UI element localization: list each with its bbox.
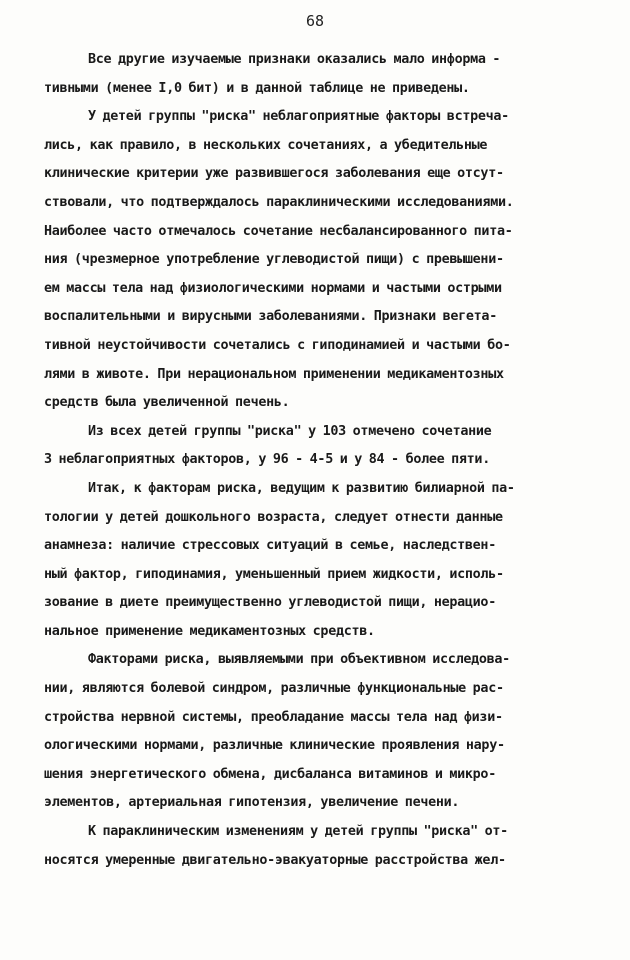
text-line: элементов, артериальная гипотензия, увеличение печени. [44,795,460,811]
text-line: Из всех детей группы "риска" у 103 отмечено сочетание [88,423,492,439]
text-line: лями в животе. При нерациональном применении медикаментозных [44,366,504,382]
text-line: анамнеза: наличие стрессовых ситуаций в семье, наследствен- [44,538,496,554]
paragraph [44,103,589,418]
text-line: нальное применение медикаментозных средств. [44,623,375,639]
text-line: Итак, к факторам риска, ведущим к развитию билиарной па- [88,480,515,496]
text-line: ния (чрезмерное употребление углеводистой пищи) с превышени- [44,252,504,268]
text-line: Факторами риска, выявляемыми при объективном исследова- [88,652,510,668]
text-line: тивными (менее I,0 бит) и в данной таблице не приведены. [44,80,470,96]
text-line: ный фактор, гиподинамия, уменьшенный прием жидкости, исполь- [44,566,504,582]
text-line: носятся умеренные двигательно-эвакуаторные расстройства жел- [44,852,506,868]
text-line: ологическими нормами, различные клинические проявления нару- [44,738,505,754]
text-line: ствовали, что подтверждалось параклиническими исследованиями. [44,194,514,210]
text-line: средств была увеличенной печень. [44,395,290,411]
text-line: зование в диете преимущественно углеводистой пищи, нерацио- [44,595,496,611]
text-line: тологии у детей дошкольного возраста, следует отнести данные [44,509,503,525]
paragraph [44,46,589,103]
paragraph [44,646,589,818]
text-line: лись, как правило, в нескольких сочетаниях, а убедительные [44,137,488,153]
text-line: 3 неблагоприятных факторов, у 96 - 4-5 и у 84 - более пяти. [44,452,490,468]
text-line: ем массы тела над физиологическими нормами и частыми острыми [44,280,502,296]
paragraph [44,418,589,475]
paragraph [44,818,589,875]
text-line: воспалительными и вирусными заболеваниями. Признаки вегета- [44,309,497,325]
text-line: нии, являются болевой синдром, различные функциональные рас- [44,681,504,697]
text-line: стройства нервной системы, преобладание массы тела над физи- [44,709,503,725]
text-line: У детей группы "риска" неблагоприятные факторы встреча- [88,109,509,125]
body-text [44,46,589,875]
page-number: 68 [305,12,325,30]
text-line: Наиболее часто отмечалось сочетание несбалансированного пита- [44,223,513,239]
paragraph [44,475,589,647]
text-line: К параклиническим изменениям у детей группы "риска" от- [88,824,508,840]
text-line: клинические критерии уже развившегося заболевания еще отсут- [44,166,504,182]
text-line: Все другие изучаемые признаки оказались мало информа - [88,52,501,67]
text-line: шения энергетического обмена, дисбаланса витаминов и микро- [44,766,496,782]
text-line: тивной неустойчивости сочетались с гиподинамией и частыми бо- [44,337,511,353]
